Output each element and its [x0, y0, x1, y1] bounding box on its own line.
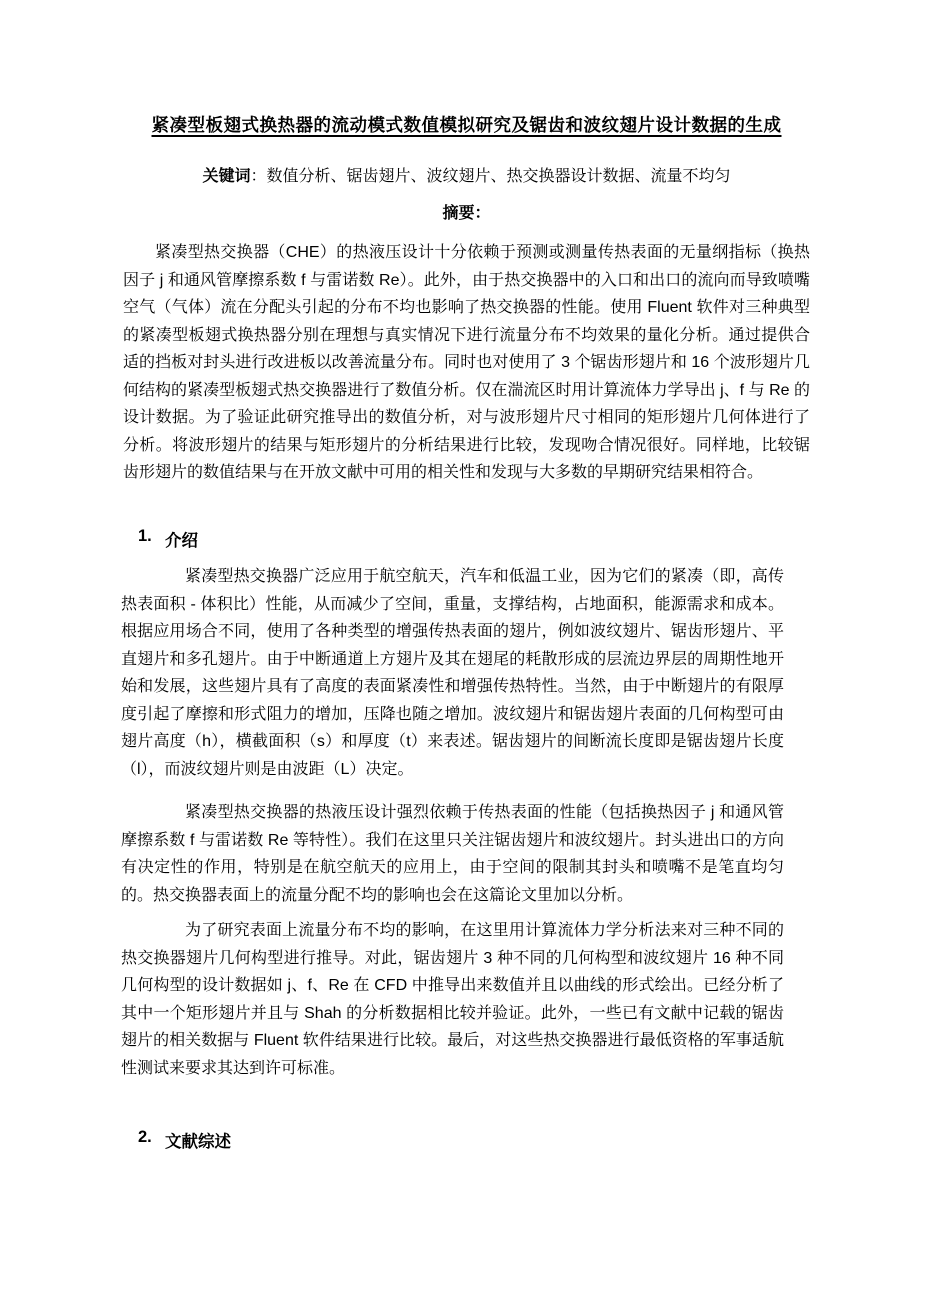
section-1-paragraph-2: 紧凑型热交换器的热液压设计强烈依赖于传热表面的性能（包括换热因子 j 和通风管摩擦系数 f 与雷诺数 Re 等特性）。我们在这里只关注锯齿翅片和波纹翅片。封头进出口的方向有决定性的作用，特别是在航空航天的应用上，由于空间的限制其封头和喷嘴不是笔直均匀的。热交换器表面上的流量分配不均的影响也会在这篇论文里加以分析。	[121, 804, 784, 904]
section-1-paragraph-1: 紧凑型热交换器广泛应用于航空航天，汽车和低温工业，因为它们的紧凑（即，高传热表面积 - 体积比）性能，从而减少了空间，重量，支撑结构，占地面积，能源需求和成本。根据应用场合不同，使用了各种类型的增强传热表面的翅片，例如波纹翅片、锯齿形翅片、平直翅片和多孔翅片。由于中断通道上方翅片及其在翅尾的耗散形成的层流边界层的周期性地开始和发展，这些翅片具有了高度的表面紧凑性和增强传热特性。当然，由于中断翅片的有限厚度引起了摩擦和形式阻力的增加，压降也随之增加。波纹翅片和锯齿翅片表面的几何构型可由翅片高度（h），横截面积（s）和厚度（t）来表述。锯齿翅片的间断流长度即是锯齿翅片长度（l），而波纹翅片则是由波距（L）决定。	[121, 568, 784, 778]
section-1-heading	[138, 527, 198, 551]
section-2-title: 文献综述	[165, 1133, 231, 1151]
section-1-paragraph-3: 为了研究表面上流量分布不均的影响，在这里用计算流体力学分析法来对三种不同的热交换器翅片几何构型进行推导。对此，锯齿翅片 3 种不同的几何构型和波纹翅片 16 种不同几何构型的设计数据如 j、f、Re 在 CFD 中推导出来数值并且以曲线的形式绘出。已经分析了其中一个矩形翅片并且与 Shah 的分析数据相比较并验证。此外，一些已有文献中记载的锯齿翅片的相关数据与 Fluent 软件结果进行比较。最后，对这些热交换器进行最低资格的军事适航性测试来要求其达到许可标准。	[121, 922, 784, 1077]
keywords-text: ：数值分析、锯齿翅片、波纹翅片、热交换器设计数据、流量不均匀	[250, 168, 731, 185]
section-1-title: 介绍	[165, 532, 198, 550]
document-title: 紧凑型板翅式换热器的流动模式数值模拟研究及锯齿和波纹翅片设计数据的生成	[151, 115, 782, 135]
abstract-paragraph: 紧凑型热交换器（CHE）的热液压设计十分依赖于预测或测量传热表面的无量纲指标（换热因子 j 和通风管摩擦系数 f 与雷诺数 Re）。此外，由于热交换器中的入口和出口的流向而导致喷嘴空气（气体）流在分配头引起的分布不均也影响了热交换器的性能。使用 Fluent 软件对三种典型的紧凑型板翅式换热器分别在理想与真实情况下进行流量分布不均效果的量化分析。通过提供合适的挡板对封头进行改进板以改善流量分布。同时也对使用了 3 个锯齿形翅片和 16 个波形翅片几何结构的紧凑型板翅式热交换器进行了数值分析。仅在湍流区时用计算流体力学导出 j、f 与 Re 的设计数据。为了验证此研究推导出的数值分析，对与波形翅片尺寸相同的矩形翅片几何体进行了分析。将波形翅片的结果与矩形翅片的分析结果进行比较，发现吻合情况很好。同样地，比较锯齿形翅片的数值结果与在开放文献中可用的相关性和发现与大多数的早期研究结果相符合。	[123, 244, 810, 481]
section-2-number: 2.	[138, 1128, 152, 1146]
keywords-line	[123, 163, 810, 186]
keywords-label: 关键词	[202, 168, 251, 185]
section-2-heading	[138, 1128, 231, 1152]
section-1-number: 1.	[138, 527, 152, 545]
abstract-heading: 摘要：	[442, 205, 491, 222]
